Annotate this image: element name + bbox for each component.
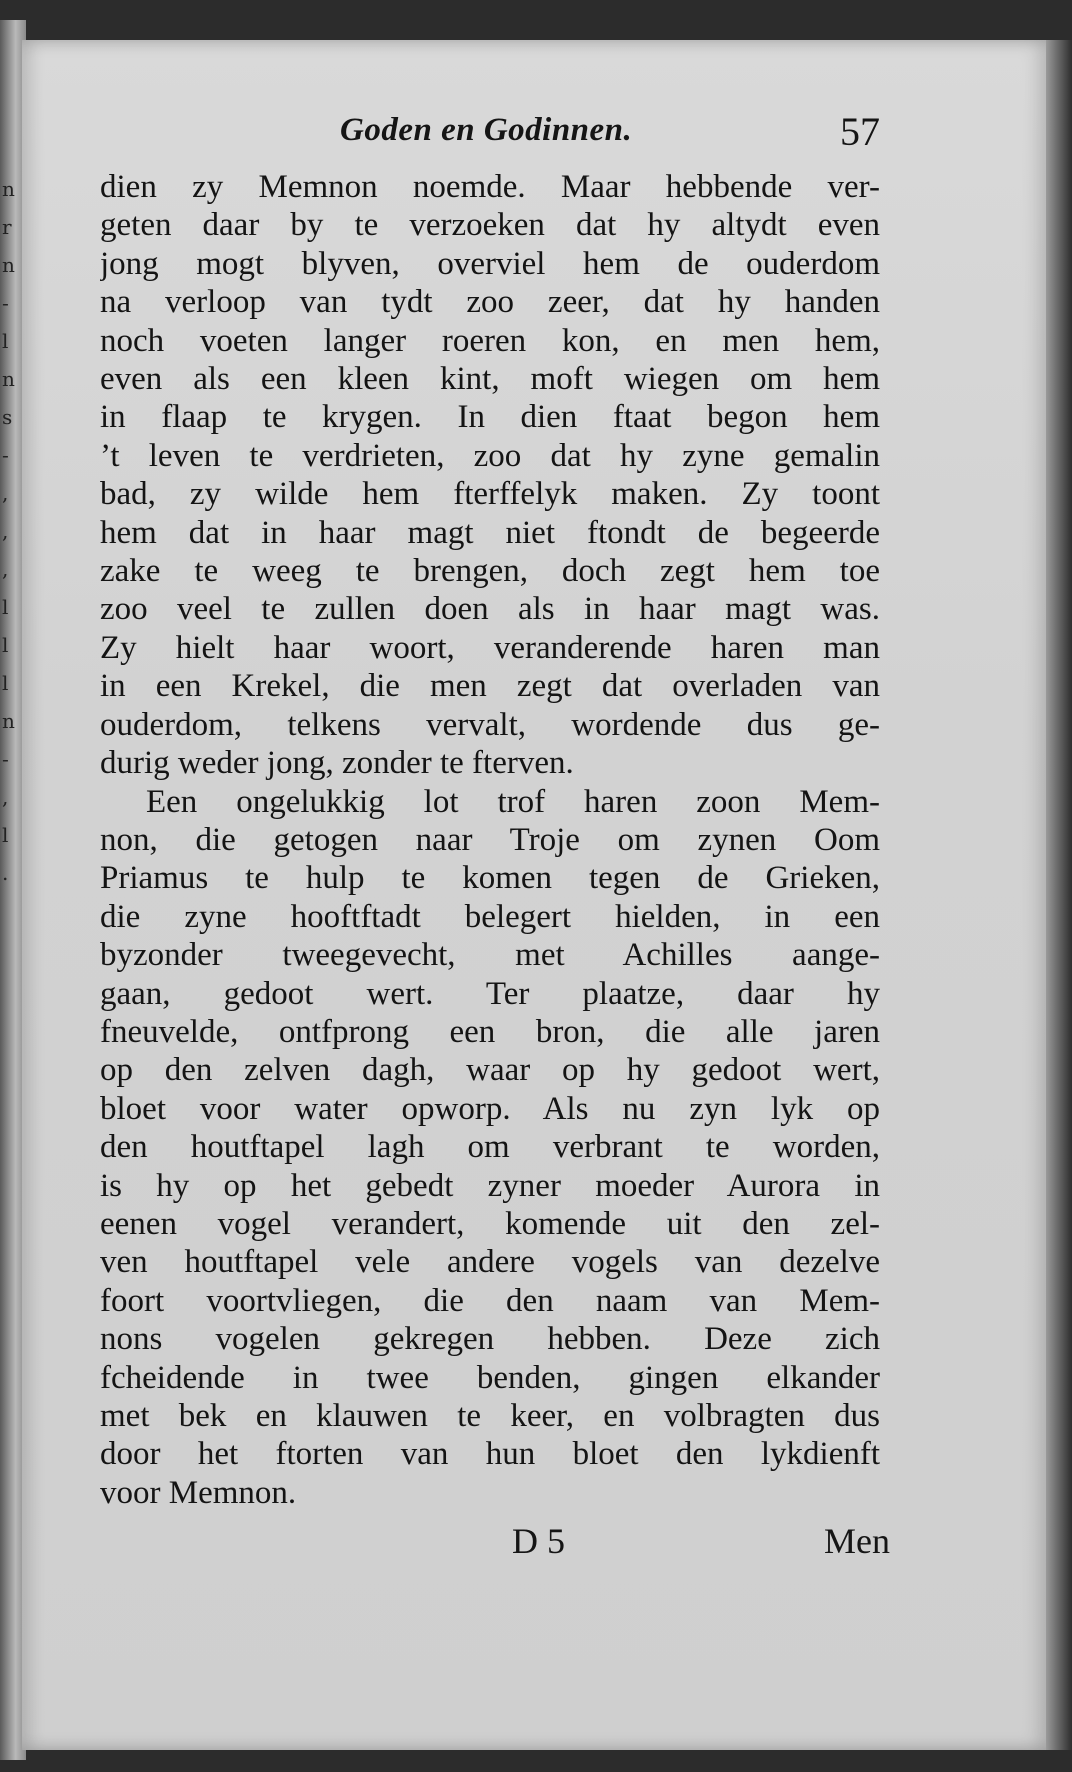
page-number: 57 (840, 109, 880, 154)
text-line: noch voeten langer roeren kon, en men hem, (100, 322, 880, 359)
margin-mark: - (2, 443, 9, 467)
previous-page-margin-marks (2, 170, 22, 892)
catchword: Men (824, 1521, 890, 1561)
text-line: is hy op het gebedt zyner moeder Aurora in (100, 1167, 880, 1204)
text-line: voor Memnon. (100, 1474, 297, 1511)
text-line: fcheidende in twee benden, gingen elkander (100, 1359, 880, 1396)
text-line: zake te weeg te brengen, doch zegt hem toe (100, 553, 880, 590)
text-line: even als een kleen kint, moft wiegen om hem (100, 361, 880, 398)
text-line: fneuvelde, ontfprong een bron, die alle jaren (100, 1013, 880, 1050)
page-footer (100, 1520, 890, 1570)
text-line: den houtftapel lagh om verbrant te worden, (100, 1129, 880, 1166)
text-line: Een ongelukkig lot trof haren zoon Mem- (146, 783, 880, 820)
text-line: non, die getogen naar Troje om zynen Oom (100, 821, 880, 858)
text-line: ’t leven te verdrieten, zoo dat hy zyne gemalin (100, 437, 880, 474)
margin-mark: n (2, 367, 15, 391)
margin-mark: n (2, 253, 15, 277)
text-line: geten daar by te verzoeken dat hy altydt even (100, 207, 880, 244)
text-line: ven houtftapel vele andere vogels van dezelve (100, 1244, 880, 1281)
text-line: eenen vogel verandert, komende uit den zel- (100, 1205, 880, 1242)
running-title: Goden en Godinnen. (340, 112, 633, 148)
margin-mark: - (2, 291, 9, 315)
text-line: op den zelven dagh, waar op hy gedoot wert, (100, 1052, 880, 1089)
paragraph (100, 783, 880, 1513)
text-line: met bek en klauwen te keer, en volbragten dus (100, 1398, 880, 1434)
text-line: dien zy Memnon noemde. Maar hebbende ver- (100, 169, 880, 205)
page-header (340, 108, 880, 162)
body-text (100, 168, 880, 1512)
margin-mark: l (2, 595, 9, 619)
text-line: gaan, gedoot wert. Ter plaatze, daar hy (100, 975, 880, 1012)
page-binding-edge (1046, 40, 1072, 1750)
margin-mark: l (2, 329, 9, 353)
margin-mark: , (2, 481, 9, 505)
text-line: zoo veel te zullen doen als in haar magt was. (100, 591, 880, 628)
text-line: die zyne hooftftadt belegert hielden, in een (100, 898, 880, 935)
text-line: in flaap te krygen. In dien ftaat begon hem (100, 399, 880, 436)
text-line: byzonder tweegevecht, met Achilles aange- (100, 937, 880, 974)
text-line: hem dat in haar magt niet ftondt de begeerde (100, 514, 880, 551)
margin-mark: l (2, 633, 9, 657)
signature-mark: D 5 (512, 1521, 565, 1561)
text-line: nons vogelen gekregen hebben. Deze zich (100, 1321, 880, 1358)
text-line: foort voortvliegen, die den naam van Mem- (100, 1282, 880, 1319)
text-line: in een Krekel, die men zegt dat overladen van (100, 668, 880, 705)
margin-mark: l (2, 671, 9, 695)
text-line: bloet voor water opworp. Als nu zyn lyk op (100, 1090, 880, 1127)
text-line: Priamus te hulp te komen tegen de Grieken, (100, 860, 880, 897)
margin-mark: l (2, 823, 9, 847)
margin-mark: , (2, 785, 9, 809)
text-line: door het ftorten van hun bloet den lykdienft (100, 1436, 880, 1473)
margin-mark: n (2, 177, 15, 201)
text-line: ouderdom, telkens vervalt, wordende dus ge- (100, 706, 880, 743)
text-line: bad, zy wilde hem fterffelyk maken. Zy toont (100, 476, 880, 513)
margin-mark: , (2, 519, 9, 543)
margin-mark: . (2, 861, 9, 885)
margin-mark: n (2, 709, 15, 733)
margin-mark: s (2, 405, 13, 429)
margin-mark: , (2, 557, 9, 581)
text-line: durig weder jong, zonder te fterven. (100, 745, 574, 782)
margin-mark: - (2, 747, 9, 771)
text-line: na verloop van tydt zoo zeer, dat hy handen (100, 284, 880, 321)
margin-mark: r (2, 215, 12, 239)
text-line: Zy hielt haar woort, veranderende haren man (100, 629, 880, 666)
paragraph (100, 168, 880, 783)
text-line: jong mogt blyven, overviel hem de ouderdom (100, 245, 880, 282)
